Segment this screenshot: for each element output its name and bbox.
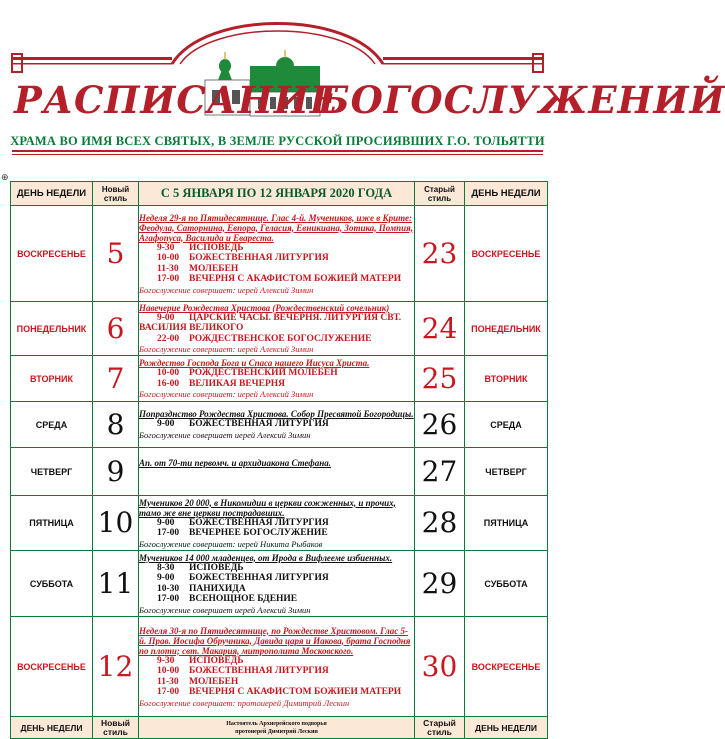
service-name: ВЕЛИКАЯ ВЕЧЕРНЯ bbox=[189, 378, 286, 389]
service-name: ВЕЧЕРНЯ С АКАФИСТОМ БОЖИЕЙ МАТЕРИ bbox=[189, 274, 402, 284]
row-old-date: 23 bbox=[415, 206, 465, 302]
table-footer-row bbox=[11, 717, 548, 739]
table-row bbox=[11, 302, 548, 356]
schedule-table bbox=[10, 181, 548, 739]
row-description bbox=[139, 496, 415, 551]
service-time: 10-30 bbox=[157, 583, 180, 594]
row-new-date: 12 bbox=[93, 617, 139, 717]
service-name: БОЖЕСТВЕННАЯ ЛИТУРГИЯ bbox=[189, 666, 329, 676]
table-move-handle-icon[interactable]: ⊕ bbox=[1, 172, 9, 182]
row-day-right: ПОНЕДЕЛЬНИК bbox=[465, 302, 548, 356]
service-time: 17-00 bbox=[157, 528, 180, 538]
service-time: 11-30 bbox=[157, 263, 179, 274]
row-day-right: ВОСКРЕСЕНЬЕ bbox=[465, 206, 548, 302]
row-priest: Богослужение совершает: иерей Алексий Зимин bbox=[139, 389, 314, 399]
footer-day-right: ДЕНЬ НЕДЕЛИ bbox=[465, 717, 548, 739]
header-old-style: Старый стиль bbox=[415, 182, 465, 206]
row-feast: Попразднство Рождества Христова. Собор Пресвятой Богородицы. bbox=[139, 409, 414, 420]
service-time: 9-30 bbox=[157, 242, 175, 253]
row-new-date: 10 bbox=[93, 496, 139, 551]
row-day: СУББОТА bbox=[11, 551, 93, 617]
row-feast: Рождество Господа Бога и Спаса нашего Иисуса Христа. bbox=[139, 358, 370, 368]
service-time: 9-00 bbox=[157, 312, 175, 323]
row-day: ПЯТНИЦА bbox=[11, 496, 93, 551]
service-time: 17-00 bbox=[157, 594, 180, 604]
row-day-right: ПЯТНИЦА bbox=[465, 496, 548, 551]
row-feast: Навечерие Рождества Христова (Рождественский сочельник) bbox=[139, 302, 390, 313]
service-name: РОЖДЕСТВЕНСКОЕ БОГОСЛУЖЕНИЕ bbox=[189, 333, 372, 344]
service-name: БОЖЕСТВЕННАЯ ЛИТУРГИЯ bbox=[189, 419, 329, 430]
footer-old-style: Старый стиль bbox=[415, 717, 465, 739]
row-description bbox=[139, 551, 415, 617]
service-name: ВЕЧЕРНЕЕ БОГОСЛУЖЕНИЕ bbox=[189, 528, 328, 538]
service-name: ЦАРСКИЕ ЧАСЫ. ВЕЧЕРНЯ. ЛИТУРГИЯ СВТ. ВАСИЛИЯ ВЕЛИКОГО bbox=[139, 312, 402, 334]
table-row bbox=[11, 206, 548, 302]
row-new-date: 8 bbox=[93, 402, 139, 448]
service-time: 8-30 bbox=[157, 562, 175, 573]
row-day-right: ВОСКРЕСЕНЬЕ bbox=[465, 617, 548, 717]
service-name: ИСПОВЕДЬ bbox=[189, 242, 244, 253]
row-day: ВТОРНИК bbox=[11, 356, 93, 402]
footer-day: ДЕНЬ НЕДЕЛИ bbox=[11, 717, 93, 739]
title-left: РАСПИСАНИЕ bbox=[14, 78, 340, 122]
footer-signature-line1: Настоятель Архиерейского подворья bbox=[226, 720, 327, 727]
service-time: 16-00 bbox=[157, 378, 180, 389]
service-time: 22-00 bbox=[157, 333, 180, 344]
row-old-date: 30 bbox=[415, 617, 465, 717]
header-date-range: С 5 ЯНВАРЯ ПО 12 ЯНВАРЯ 2020 ГОДА bbox=[139, 182, 415, 206]
row-day-right: СУББОТА bbox=[465, 551, 548, 617]
service-time: 10-00 bbox=[157, 253, 180, 263]
header-day-right: ДЕНЬ НЕДЕЛИ bbox=[465, 182, 548, 206]
service-time: 9-00 bbox=[157, 517, 175, 528]
row-feast: Мучеников 14 000 младенцев, от Ирода в Вифлееме избиенных. bbox=[139, 552, 393, 563]
row-priest: Богослужение совершает иерей Алексий Зимин bbox=[139, 604, 311, 615]
service-name: ПАНИХИДА bbox=[189, 583, 246, 594]
table-header-row bbox=[11, 182, 548, 206]
service-time: 9-30 bbox=[157, 655, 175, 666]
row-day: ЧЕТВЕРГ bbox=[11, 448, 93, 496]
row-new-date: 6 bbox=[93, 302, 139, 356]
row-day-right: ВТОРНИК bbox=[465, 356, 548, 402]
row-new-date: 5 bbox=[93, 206, 139, 302]
footer-signature bbox=[139, 717, 415, 739]
header-day: ДЕНЬ НЕДЕЛИ bbox=[11, 182, 93, 206]
row-old-date: 28 bbox=[415, 496, 465, 551]
service-name: ИСПОВЕДЬ bbox=[189, 562, 244, 573]
row-old-date: 29 bbox=[415, 551, 465, 617]
row-day: ВОСКРЕСЕНЬЕ bbox=[11, 206, 93, 302]
table-row bbox=[11, 448, 548, 496]
service-name: БОЖЕСТВЕННАЯ ЛИТУРГИЯ bbox=[189, 573, 329, 583]
header bbox=[0, 0, 725, 182]
row-feast: Неделя 29-я по Пятидесятнице. Глас 4-й. Мучеников, иже в Крите: Феодула, Саторнина, Евпора, Гелaсия, Евникиана, Зотика, Помпия, Агафопуса, Василида и Евареста. bbox=[139, 212, 414, 243]
service-name: ВЕЧЕРНЯ С АКАФИСТОМ БОЖИЕИ МАТЕРИ bbox=[189, 687, 402, 697]
row-old-date: 24 bbox=[415, 302, 465, 356]
row-day: ВОСКРЕСЕНЬЕ bbox=[11, 617, 93, 717]
row-description bbox=[139, 448, 415, 496]
row-feast: Неделя 30-я по Пятидесятнице, по Рождестве Христовом. Глас 5-й. Прав. Иосифа Обручника, Давида царя и Иакова, брата Господня по плоти; свт. Макария, митрополита Московского. bbox=[139, 625, 411, 656]
row-old-date: 27 bbox=[415, 448, 465, 496]
row-feast: Ап. от 70-ти первомч. и архидиакона Стефана. bbox=[139, 458, 331, 468]
footer-new-style: Новый стиль bbox=[93, 717, 139, 739]
service-name: РОЖДЕСТВЕНСКИЙ МОЛЕБЕН bbox=[189, 368, 338, 378]
row-priest: Богослужение совершает: иерей Никита Рыбаков bbox=[139, 538, 323, 549]
row-description bbox=[139, 356, 415, 402]
service-time: 17-00 bbox=[157, 274, 180, 284]
service-name: ВСЕНОЩНОЕ БДЕНИЕ bbox=[189, 594, 298, 604]
row-day: СРЕДА bbox=[11, 402, 93, 448]
row-new-date: 11 bbox=[93, 551, 139, 617]
service-name: МОЛЕБЕН bbox=[189, 263, 239, 274]
row-feast: Мучеников 20 000, в Никомидии в церкви сожженных, и прочих, тамо же вне церкви пострадавших. bbox=[139, 497, 396, 518]
service-time: 11-30 bbox=[157, 676, 179, 687]
table-row bbox=[11, 496, 548, 551]
service-time: 10-00 bbox=[157, 368, 180, 378]
row-description bbox=[139, 206, 415, 302]
table-row bbox=[11, 551, 548, 617]
church-subtitle: ХРАМА ВО ИМЯ ВСЕХ СВЯТЫХ, В ЗЕМЛЕ РУССКОЙ ПРОСИЯВШИХ Г.О. ТОЛЬЯТТИ bbox=[10, 134, 545, 148]
table-row bbox=[11, 356, 548, 402]
row-priest: Богослужение совершает иерей Алексий Зимин bbox=[139, 429, 311, 440]
service-time: 9-00 bbox=[157, 573, 175, 583]
footer-signature-line2: протоиерей Димитрий Лескин bbox=[235, 728, 318, 735]
service-name: МОЛЕБЕН bbox=[189, 676, 239, 687]
row-old-date: 25 bbox=[415, 356, 465, 402]
header-new-style: Новый стиль bbox=[93, 182, 139, 206]
row-priest: Богослужение совершает: иерей Алексий Зимин bbox=[139, 344, 314, 355]
row-day-right: СРЕДА bbox=[465, 402, 548, 448]
row-old-date: 26 bbox=[415, 402, 465, 448]
row-description bbox=[139, 302, 415, 356]
row-priest: Богослужение совершает: протоиерей Димитрий Лескин bbox=[139, 697, 350, 708]
service-time: 17-00 bbox=[157, 687, 180, 697]
row-new-date: 9 bbox=[93, 448, 139, 496]
row-day-right: ЧЕТВЕРГ bbox=[465, 448, 548, 496]
service-name: БОЖЕСТВЕННАЯ ЛИТУРГИЯ bbox=[189, 517, 329, 528]
table-row bbox=[11, 402, 548, 448]
service-name: ИСПОВЕДЬ bbox=[189, 655, 244, 666]
table-row bbox=[11, 617, 548, 717]
title-right: БОГОСЛУЖЕНИЙ bbox=[318, 78, 725, 122]
row-new-date: 7 bbox=[93, 356, 139, 402]
service-time: 9-00 bbox=[157, 419, 175, 430]
row-day: ПОНЕДЕЛЬНИК bbox=[11, 302, 93, 356]
row-description bbox=[139, 617, 415, 717]
service-name: БОЖЕСТВЕННАЯ ЛИТУРГИЯ bbox=[189, 253, 329, 263]
row-priest: Богослужение совершает: иерей Алексий Зимин bbox=[139, 284, 314, 295]
row-description bbox=[139, 402, 415, 448]
service-time: 10-00 bbox=[157, 666, 180, 676]
